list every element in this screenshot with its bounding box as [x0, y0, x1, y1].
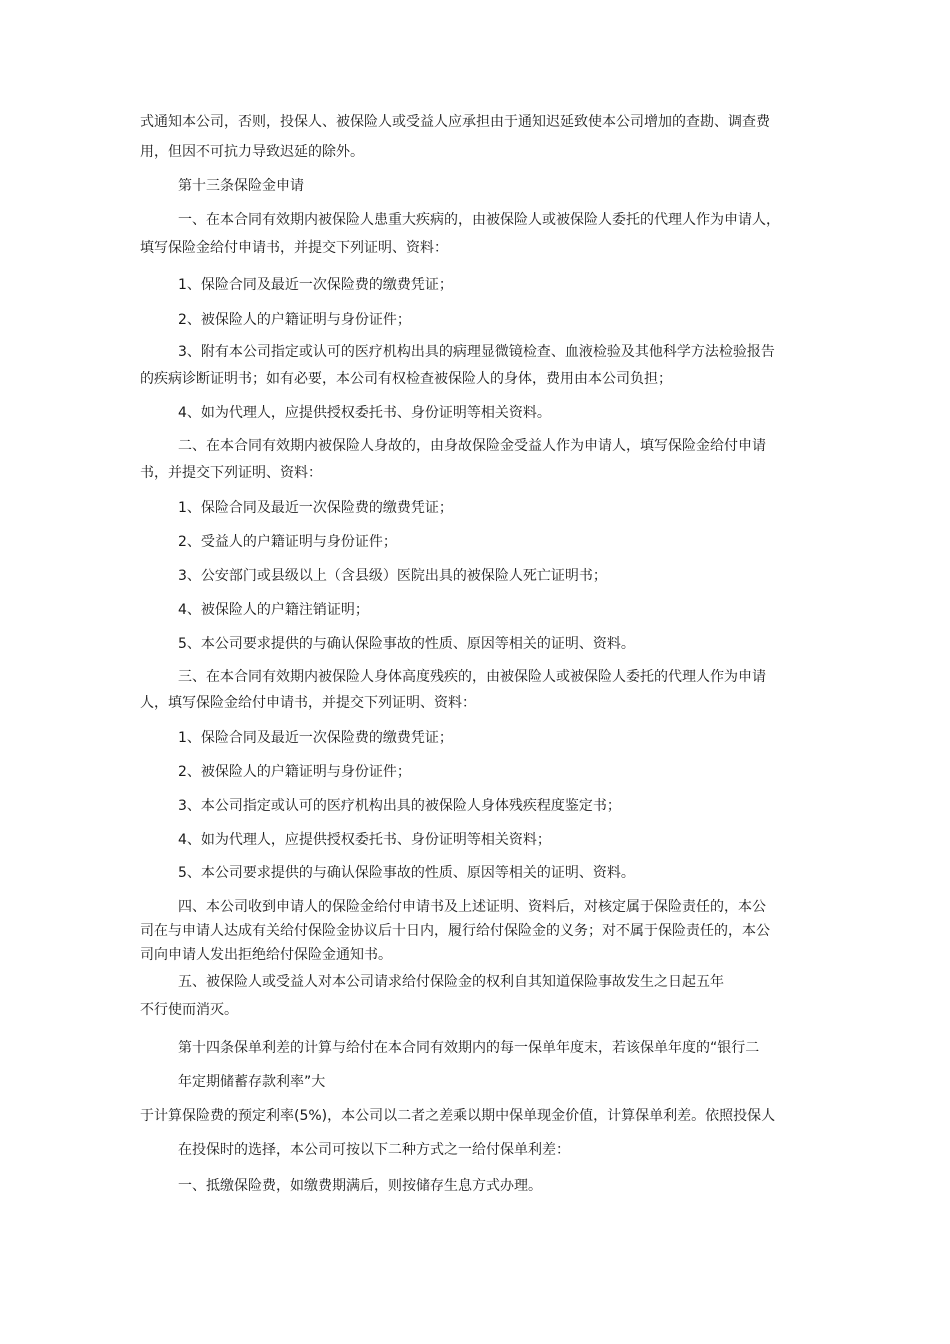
text-line: 不行使而消灭。: [140, 1002, 238, 1018]
text-line: 二、在本合同有效期内被保险人身故的，由身故保险金受益人作为申请人，填写保险金给付申请: [178, 438, 766, 454]
list-item: 2、被保险人的户籍证明与身份证件；: [178, 764, 411, 780]
text-line: 年定期储蓄存款利率”大: [178, 1074, 326, 1090]
list-item: 4、如为代理人，应提供授权委托书、身份证明等相关资料。: [178, 405, 551, 421]
list-item: 5、本公司要求提供的与确认保险事故的性质、原因等相关的证明、资料。: [178, 636, 635, 652]
text-line: 于计算保险费的预定利率(5%)，本公司以二者之差乘以期中保单现金价值，计算保单利差。依照投保人: [140, 1108, 776, 1124]
text-line: 司向申请人发出拒绝给付保险金通知书。: [140, 947, 392, 963]
list-item: 4、被保险人的户籍注销证明；: [178, 602, 369, 618]
text-line: 一、抵缴保险费，如缴费期满后，则按储存生息方式办理。: [178, 1178, 542, 1194]
text-line: 五、被保险人或受益人对本公司请求给付保险金的权利自其知道保险事故发生之日起五年: [178, 974, 724, 990]
text-line: 填写保险金给付申请书，并提交下列证明、资料：: [140, 240, 448, 256]
text-line: 在投保时的选择，本公司可按以下二种方式之一给付保单利差：: [178, 1142, 570, 1158]
section-heading: 第十四条保单利差的计算与给付在本合同有效期内的每一保单年度末，若该保单年度的“银行二: [178, 1040, 760, 1056]
list-item: 2、被保险人的户籍证明与身份证件；: [178, 312, 411, 328]
text-line: 用，但因不可抗力导致迟延的除外。: [140, 144, 364, 160]
text-line: 三、在本合同有效期内被保险人身体高度残疾的，由被保险人或被保险人委托的代理人作为申请: [178, 669, 766, 685]
text-line: 的疾病诊断证明书；如有必要，本公司有权检查被保险人的身体，费用由本公司负担；: [140, 371, 672, 387]
list-item: 3、附有本公司指定或认可的医疗机构出具的病理显微镜检查、血液检验及其他科学方法检验报告: [178, 344, 775, 360]
section-heading: 第十三条保险金申请: [178, 178, 304, 194]
list-item: 1、保险合同及最近一次保险费的缴费凭证；: [178, 277, 453, 293]
text-line: 书，并提交下列证明、资料：: [140, 465, 322, 481]
text-line: 司在与申请人达成有关给付保险金协议后十日内，履行给付保险金的义务；对不属于保险责任的，本公: [140, 923, 770, 939]
list-item: 3、公安部门或县级以上（含县级）医院出具的被保险人死亡证明书；: [178, 568, 607, 584]
list-item: 2、受益人的户籍证明与身份证件；: [178, 534, 397, 550]
text-line: 四、本公司收到申请人的保险金给付申请书及上述证明、资料后，对核定属于保险责任的，本公: [178, 899, 766, 915]
text-line: 式通知本公司，否则，投保人、被保险人或受益人应承担由于通知迟延致使本公司增加的查勘、调查费: [140, 114, 770, 130]
list-item: 3、本公司指定或认可的医疗机构出具的被保险人身体残疾程度鉴定书；: [178, 798, 621, 814]
list-item: 5、本公司要求提供的与确认保险事故的性质、原因等相关的证明、资料。: [178, 865, 635, 881]
text-line: 一、在本合同有效期内被保险人患重大疾病的，由被保险人或被保险人委托的代理人作为申请人，: [178, 212, 780, 228]
list-item: 1、保险合同及最近一次保险费的缴费凭证；: [178, 730, 453, 746]
list-item: 1、保险合同及最近一次保险费的缴费凭证；: [178, 500, 453, 516]
text-line: 人，填写保险金给付申请书，并提交下列证明、资料：: [140, 695, 476, 711]
list-item: 4、如为代理人，应提供授权委托书、身份证明等相关资料；: [178, 832, 551, 848]
